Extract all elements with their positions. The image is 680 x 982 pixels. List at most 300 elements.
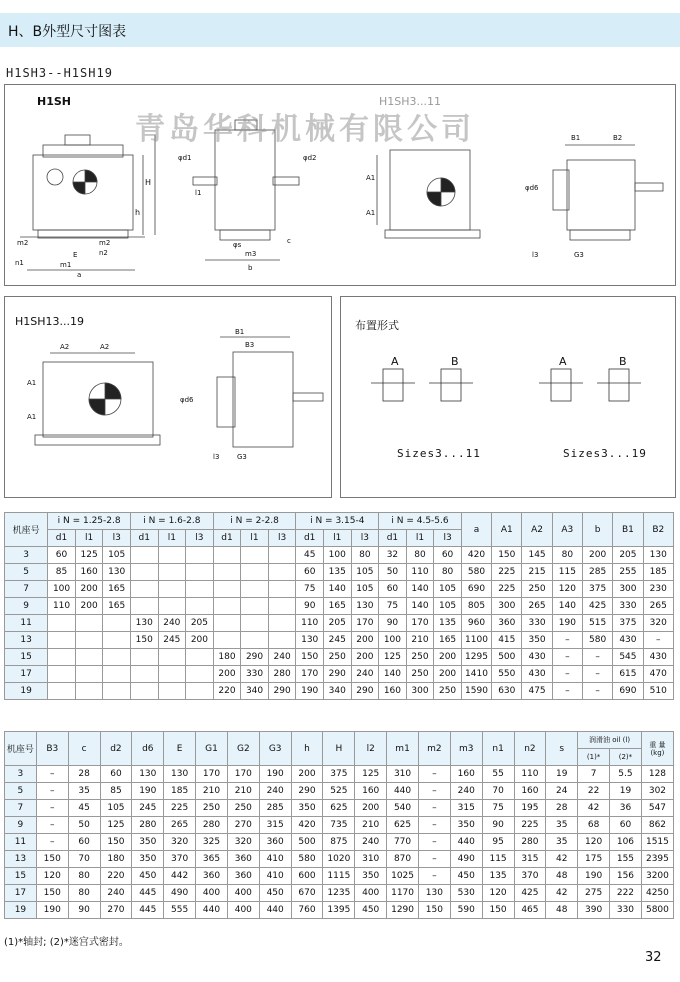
table-cell: 545 [613, 649, 643, 666]
table-cell: 330 [610, 902, 642, 919]
table-cell: 60 [379, 581, 407, 598]
table-cell: 75 [379, 598, 407, 615]
table-cell: 140 [379, 666, 407, 683]
table-cell: 350 [291, 800, 323, 817]
table-cell: 290 [351, 683, 379, 700]
table-cell: 320 [164, 834, 196, 851]
table-cell: 190 [296, 683, 324, 700]
table-cell: 490 [164, 885, 196, 902]
table-cell: 360 [259, 834, 291, 851]
table-cell: 150 [418, 902, 450, 919]
table-cell: 105 [434, 581, 462, 598]
table-cell: 1590 [461, 683, 491, 700]
table-cell: 170 [196, 766, 228, 783]
table-cell: 875 [323, 834, 355, 851]
table-cell: 130 [643, 547, 673, 564]
table-cell: – [36, 817, 68, 834]
row-size-label: 7 [5, 800, 37, 817]
table1-sub-header: l1 [241, 530, 269, 547]
table-cell [213, 564, 241, 581]
table-cell [103, 615, 131, 632]
svg-text:φs: φs [233, 241, 242, 249]
table-cell: 175 [578, 851, 610, 868]
table-cell [130, 547, 158, 564]
table-cell: 290 [268, 683, 296, 700]
table-cell: 275 [578, 885, 610, 902]
table-cell: 200 [434, 649, 462, 666]
table-cell: 45 [68, 800, 100, 817]
table-cell [103, 666, 131, 683]
table-cell: 35 [546, 817, 578, 834]
labyrinth-seal-header: (2)* [610, 749, 642, 766]
table-cell: 22 [578, 783, 610, 800]
table1-sub-header: d1 [379, 530, 407, 547]
oil-seal-header: (1)* [578, 749, 610, 766]
svg-text:m3: m3 [245, 250, 257, 258]
table-row [5, 851, 674, 868]
table-cell: 490 [450, 851, 482, 868]
table-cell: 115 [552, 564, 582, 581]
table-cell: 125 [100, 817, 132, 834]
table-cell: 400 [196, 885, 228, 902]
table-cell: 690 [461, 581, 491, 598]
company-watermark: 青岛华科机械有限公司 [135, 112, 475, 147]
table-cell: 190 [132, 783, 164, 800]
table-cell: 105 [351, 581, 379, 598]
table-cell: 630 [492, 683, 522, 700]
table-cell: 130 [296, 632, 324, 649]
table-cell [268, 615, 296, 632]
table-cell: 145 [522, 547, 552, 564]
table-cell: 270 [227, 817, 259, 834]
sizes-label-2: Sizes3...19 [563, 447, 647, 460]
table-cell: 590 [450, 902, 482, 919]
table-cell: 28 [68, 766, 100, 783]
table-cell [103, 683, 131, 700]
table-cell: 80 [434, 564, 462, 581]
table-cell: 225 [492, 564, 522, 581]
table-cell: 135 [482, 868, 514, 885]
table-cell: 580 [291, 851, 323, 868]
table1-column-header: A3 [552, 513, 582, 547]
table-cell: 130 [351, 598, 379, 615]
svg-text:n2: n2 [99, 249, 108, 257]
table-cell: 120 [552, 581, 582, 598]
table-cell: 125 [75, 547, 103, 564]
table-cell [158, 547, 186, 564]
table-cell: 375 [613, 615, 643, 632]
table-cell: 200 [75, 598, 103, 615]
table-cell: 222 [610, 885, 642, 902]
table-cell: 135 [323, 564, 351, 581]
table-cell [186, 666, 214, 683]
table-cell: 130 [103, 564, 131, 581]
table-cell: 200 [213, 666, 241, 683]
table-cell: 200 [291, 766, 323, 783]
table-cell: 120 [482, 885, 514, 902]
table-cell: 140 [406, 581, 434, 598]
table-cell: 150 [100, 834, 132, 851]
arrangement-title: 布置形式 [355, 319, 399, 332]
table-cell: – [582, 666, 612, 683]
row-size-label: 17 [5, 885, 37, 902]
table-cell: 1410 [461, 666, 491, 683]
table2-column-header: s [546, 732, 578, 766]
table-cell: 215 [522, 564, 552, 581]
table-row [5, 800, 674, 817]
table-cell: 360 [227, 868, 259, 885]
svg-text:b: b [248, 264, 253, 272]
table-row [5, 581, 674, 598]
table-cell [130, 683, 158, 700]
table-cell [268, 547, 296, 564]
table-cell: 42 [546, 885, 578, 902]
table-cell: 340 [323, 683, 351, 700]
row-size-label: 17 [5, 666, 48, 683]
table-cell: 350 [355, 868, 387, 885]
table-cell [241, 615, 269, 632]
table-row [5, 649, 674, 666]
table-cell: 302 [641, 783, 673, 800]
table1-ratio-group-header: i N = 2-2.8 [213, 513, 296, 530]
table-cell: 240 [100, 885, 132, 902]
table-cell: 580 [461, 564, 491, 581]
table-cell: 165 [323, 598, 351, 615]
table-cell: 547 [641, 800, 673, 817]
table2-column-header: H [323, 732, 355, 766]
svg-text:H: H [145, 178, 152, 187]
table-cell: – [418, 868, 450, 885]
table-cell: 95 [482, 834, 514, 851]
table-cell [48, 615, 76, 632]
table2-column-header: c [68, 732, 100, 766]
table-cell: 540 [387, 800, 419, 817]
svg-text:m2: m2 [99, 239, 111, 247]
table-cell: 85 [48, 564, 76, 581]
svg-text:φd2: φd2 [303, 154, 317, 162]
table-cell: 360 [196, 868, 228, 885]
table-cell: 195 [514, 800, 546, 817]
svg-text:l3: l3 [532, 251, 539, 259]
table-cell: 200 [434, 666, 462, 683]
table-cell: 48 [546, 902, 578, 919]
table-cell: 130 [418, 885, 450, 902]
table-cell: 155 [610, 851, 642, 868]
table-cell: 250 [227, 800, 259, 817]
table-cell: 735 [323, 817, 355, 834]
weight-header [641, 732, 673, 766]
table-cell: – [36, 766, 68, 783]
table-cell: 285 [582, 564, 612, 581]
table-row [5, 834, 674, 851]
table-cell: 170 [227, 766, 259, 783]
table-cell [268, 598, 296, 615]
table-cell: 290 [291, 783, 323, 800]
table-cell: 3200 [641, 868, 673, 885]
table-cell: 48 [546, 868, 578, 885]
table2-column-header: G3 [259, 732, 291, 766]
svg-text:B3: B3 [245, 341, 255, 349]
table-cell: 156 [610, 868, 642, 885]
table-row [5, 564, 674, 581]
table-cell: 285 [259, 800, 291, 817]
table-cell: 60 [296, 564, 324, 581]
table-cell: 280 [196, 817, 228, 834]
svg-text:φd6: φd6 [180, 396, 194, 404]
table-cell: 250 [406, 666, 434, 683]
table-cell: 150 [130, 632, 158, 649]
table1-sub-header: l3 [351, 530, 379, 547]
row-size-label: 9 [5, 598, 48, 615]
table-cell: 1100 [461, 632, 491, 649]
row-size-label: 5 [5, 783, 37, 800]
table-cell: 862 [641, 817, 673, 834]
header-bar [0, 13, 680, 47]
table-cell [241, 547, 269, 564]
table-cell: 180 [213, 649, 241, 666]
table2-column-header: d2 [100, 732, 132, 766]
table-cell: 200 [186, 632, 214, 649]
table-cell: 410 [259, 868, 291, 885]
svg-text:B1: B1 [571, 134, 581, 142]
table-cell: 770 [387, 834, 419, 851]
table-cell: 430 [613, 632, 643, 649]
svg-text:A2: A2 [60, 343, 70, 351]
table-cell: 70 [482, 783, 514, 800]
table-cell: 350 [132, 851, 164, 868]
table-cell: 190 [578, 868, 610, 885]
table-cell: – [552, 649, 582, 666]
table-cell: 225 [492, 581, 522, 598]
table-cell: 210 [406, 632, 434, 649]
table-cell: 200 [75, 581, 103, 598]
table-cell: 160 [514, 783, 546, 800]
table-cell: 200 [355, 800, 387, 817]
table-cell: – [418, 817, 450, 834]
table-cell: 250 [323, 649, 351, 666]
table-cell: 300 [406, 683, 434, 700]
table-row [5, 868, 674, 885]
table-cell: 315 [259, 817, 291, 834]
table-cell: 140 [406, 598, 434, 615]
table-cell: 360 [227, 851, 259, 868]
table-cell [75, 615, 103, 632]
svg-text:l3: l3 [213, 453, 220, 461]
table-cell: 140 [552, 598, 582, 615]
table-cell: 465 [514, 902, 546, 919]
table2-column-header: m1 [387, 732, 419, 766]
table-cell: 160 [450, 766, 482, 783]
table1-sub-header: l1 [406, 530, 434, 547]
table-cell: 315 [450, 800, 482, 817]
table-cell: – [552, 666, 582, 683]
table-cell: 300 [613, 581, 643, 598]
table-cell [103, 632, 131, 649]
table-cell: 90 [68, 902, 100, 919]
weight-unit: (kg) [650, 748, 665, 757]
svg-text:A1: A1 [366, 174, 376, 182]
table-cell: 60 [48, 547, 76, 564]
table-cell: 240 [158, 615, 186, 632]
svg-text:E: E [73, 251, 78, 259]
table-cell: 265 [522, 598, 552, 615]
table-cell: 320 [227, 834, 259, 851]
arrangement-a-label-1: A [391, 355, 399, 368]
table-cell: 450 [355, 902, 387, 919]
table-cell [268, 581, 296, 598]
table2-column-header: n2 [514, 732, 546, 766]
table-cell: 130 [130, 615, 158, 632]
table-cell: – [36, 800, 68, 817]
table1-ratio-group-header: i N = 1.25-2.8 [48, 513, 131, 530]
table-cell: 32 [379, 547, 407, 564]
table-cell: 210 [196, 783, 228, 800]
table-cell: 410 [259, 851, 291, 868]
table-cell: 150 [482, 902, 514, 919]
table-cell: 230 [643, 581, 673, 598]
table-cell: 350 [132, 834, 164, 851]
table-cell: 290 [323, 666, 351, 683]
table-cell: 430 [522, 666, 552, 683]
svg-text:l1: l1 [195, 189, 202, 197]
svg-text:A1: A1 [366, 209, 376, 217]
table-cell: 470 [643, 666, 673, 683]
table-cell: 600 [291, 868, 323, 885]
table-cell: 150 [36, 851, 68, 868]
table-cell: 160 [75, 564, 103, 581]
table-cell: 50 [379, 564, 407, 581]
table-cell [158, 683, 186, 700]
table-cell: 225 [514, 817, 546, 834]
table-cell: 370 [514, 868, 546, 885]
table-cell [186, 598, 214, 615]
table-row [5, 683, 674, 700]
table-cell: 442 [164, 868, 196, 885]
table-cell: 425 [582, 598, 612, 615]
table-cell: 105 [103, 547, 131, 564]
table-cell: 500 [492, 649, 522, 666]
table-cell: 110 [514, 766, 546, 783]
table-cell: 100 [379, 632, 407, 649]
table-cell: 240 [355, 834, 387, 851]
table-cell: 250 [406, 649, 434, 666]
table-cell: 165 [103, 598, 131, 615]
table-cell: 310 [387, 766, 419, 783]
table2-column-header: l2 [355, 732, 387, 766]
row-size-label: 19 [5, 902, 37, 919]
table-cell: – [418, 800, 450, 817]
table-cell: 440 [259, 902, 291, 919]
series-title: H1SH3--H1SH19 [6, 66, 113, 80]
table-cell: 350 [450, 817, 482, 834]
arrangement-panel [340, 296, 676, 498]
table-cell: 60 [68, 834, 100, 851]
table-cell: 110 [406, 564, 434, 581]
table-cell: 240 [268, 649, 296, 666]
svg-text:A1: A1 [27, 413, 37, 421]
table-cell: 190 [36, 902, 68, 919]
table-cell: 510 [643, 683, 673, 700]
table-cell: 170 [296, 666, 324, 683]
arrangement-a-label-2: A [559, 355, 567, 368]
table-cell [241, 564, 269, 581]
table-cell: 960 [461, 615, 491, 632]
row-size-label: 15 [5, 649, 48, 666]
table2-corner-header: 机座号 [5, 732, 37, 766]
table-cell: 1295 [461, 649, 491, 666]
arrangement-diagrams [341, 297, 675, 497]
table1-column-header: a [461, 513, 491, 547]
table-cell: 400 [227, 902, 259, 919]
table1-sub-header: d1 [213, 530, 241, 547]
table-cell: – [552, 683, 582, 700]
table-cell: – [418, 783, 450, 800]
table-cell: 805 [461, 598, 491, 615]
panel-label-h1sh3-11: H1SH3...11 [379, 95, 442, 108]
table-cell [241, 632, 269, 649]
table2-column-header: n1 [482, 732, 514, 766]
table2-column-header: G2 [227, 732, 259, 766]
table-cell: 615 [613, 666, 643, 683]
drawing-panel-h1sh13-19 [4, 296, 332, 498]
table-cell: 240 [351, 666, 379, 683]
table-cell: 220 [213, 683, 241, 700]
table-cell: 515 [582, 615, 612, 632]
row-size-label: 3 [5, 766, 37, 783]
table-cell: 105 [100, 800, 132, 817]
table-cell: 450 [132, 868, 164, 885]
table-cell: 35 [68, 783, 100, 800]
table-cell [48, 683, 76, 700]
table-cell [130, 598, 158, 615]
table-cell: 165 [434, 632, 462, 649]
table-cell: 550 [492, 666, 522, 683]
table2-column-header: E [164, 732, 196, 766]
table-cell: 110 [48, 598, 76, 615]
table-cell: 1115 [323, 868, 355, 885]
table-cell: 170 [406, 615, 434, 632]
table1-sub-header: d1 [296, 530, 324, 547]
table-cell: 300 [492, 598, 522, 615]
table-cell: 110 [296, 615, 324, 632]
table-cell [213, 598, 241, 615]
table-cell: – [582, 683, 612, 700]
table-cell: 250 [522, 581, 552, 598]
row-size-label: 11 [5, 834, 37, 851]
table-cell: 80 [68, 885, 100, 902]
table-cell: 1170 [387, 885, 419, 902]
table-cell: 190 [259, 766, 291, 783]
table-cell: 80 [68, 868, 100, 885]
table-cell: 19 [610, 783, 642, 800]
table-cell: 7 [578, 766, 610, 783]
table-row [5, 666, 674, 683]
table-cell [268, 632, 296, 649]
table1-column-header: A2 [522, 513, 552, 547]
panel-label-h1sh: H1SH [37, 95, 71, 108]
sizes-label-1: Sizes3...11 [397, 447, 481, 460]
page-title: H、B外型尺寸图表 [8, 24, 127, 40]
table1-column-header: B1 [613, 513, 643, 547]
table-cell: – [418, 766, 450, 783]
table-cell [75, 683, 103, 700]
table-cell: 160 [379, 683, 407, 700]
table-cell: 375 [323, 766, 355, 783]
arrangement-b-label-1: B [451, 355, 459, 368]
table-cell: 90 [296, 598, 324, 615]
row-size-label: 13 [5, 632, 48, 649]
table1-ratio-group-header: i N = 3.15-4 [296, 513, 379, 530]
